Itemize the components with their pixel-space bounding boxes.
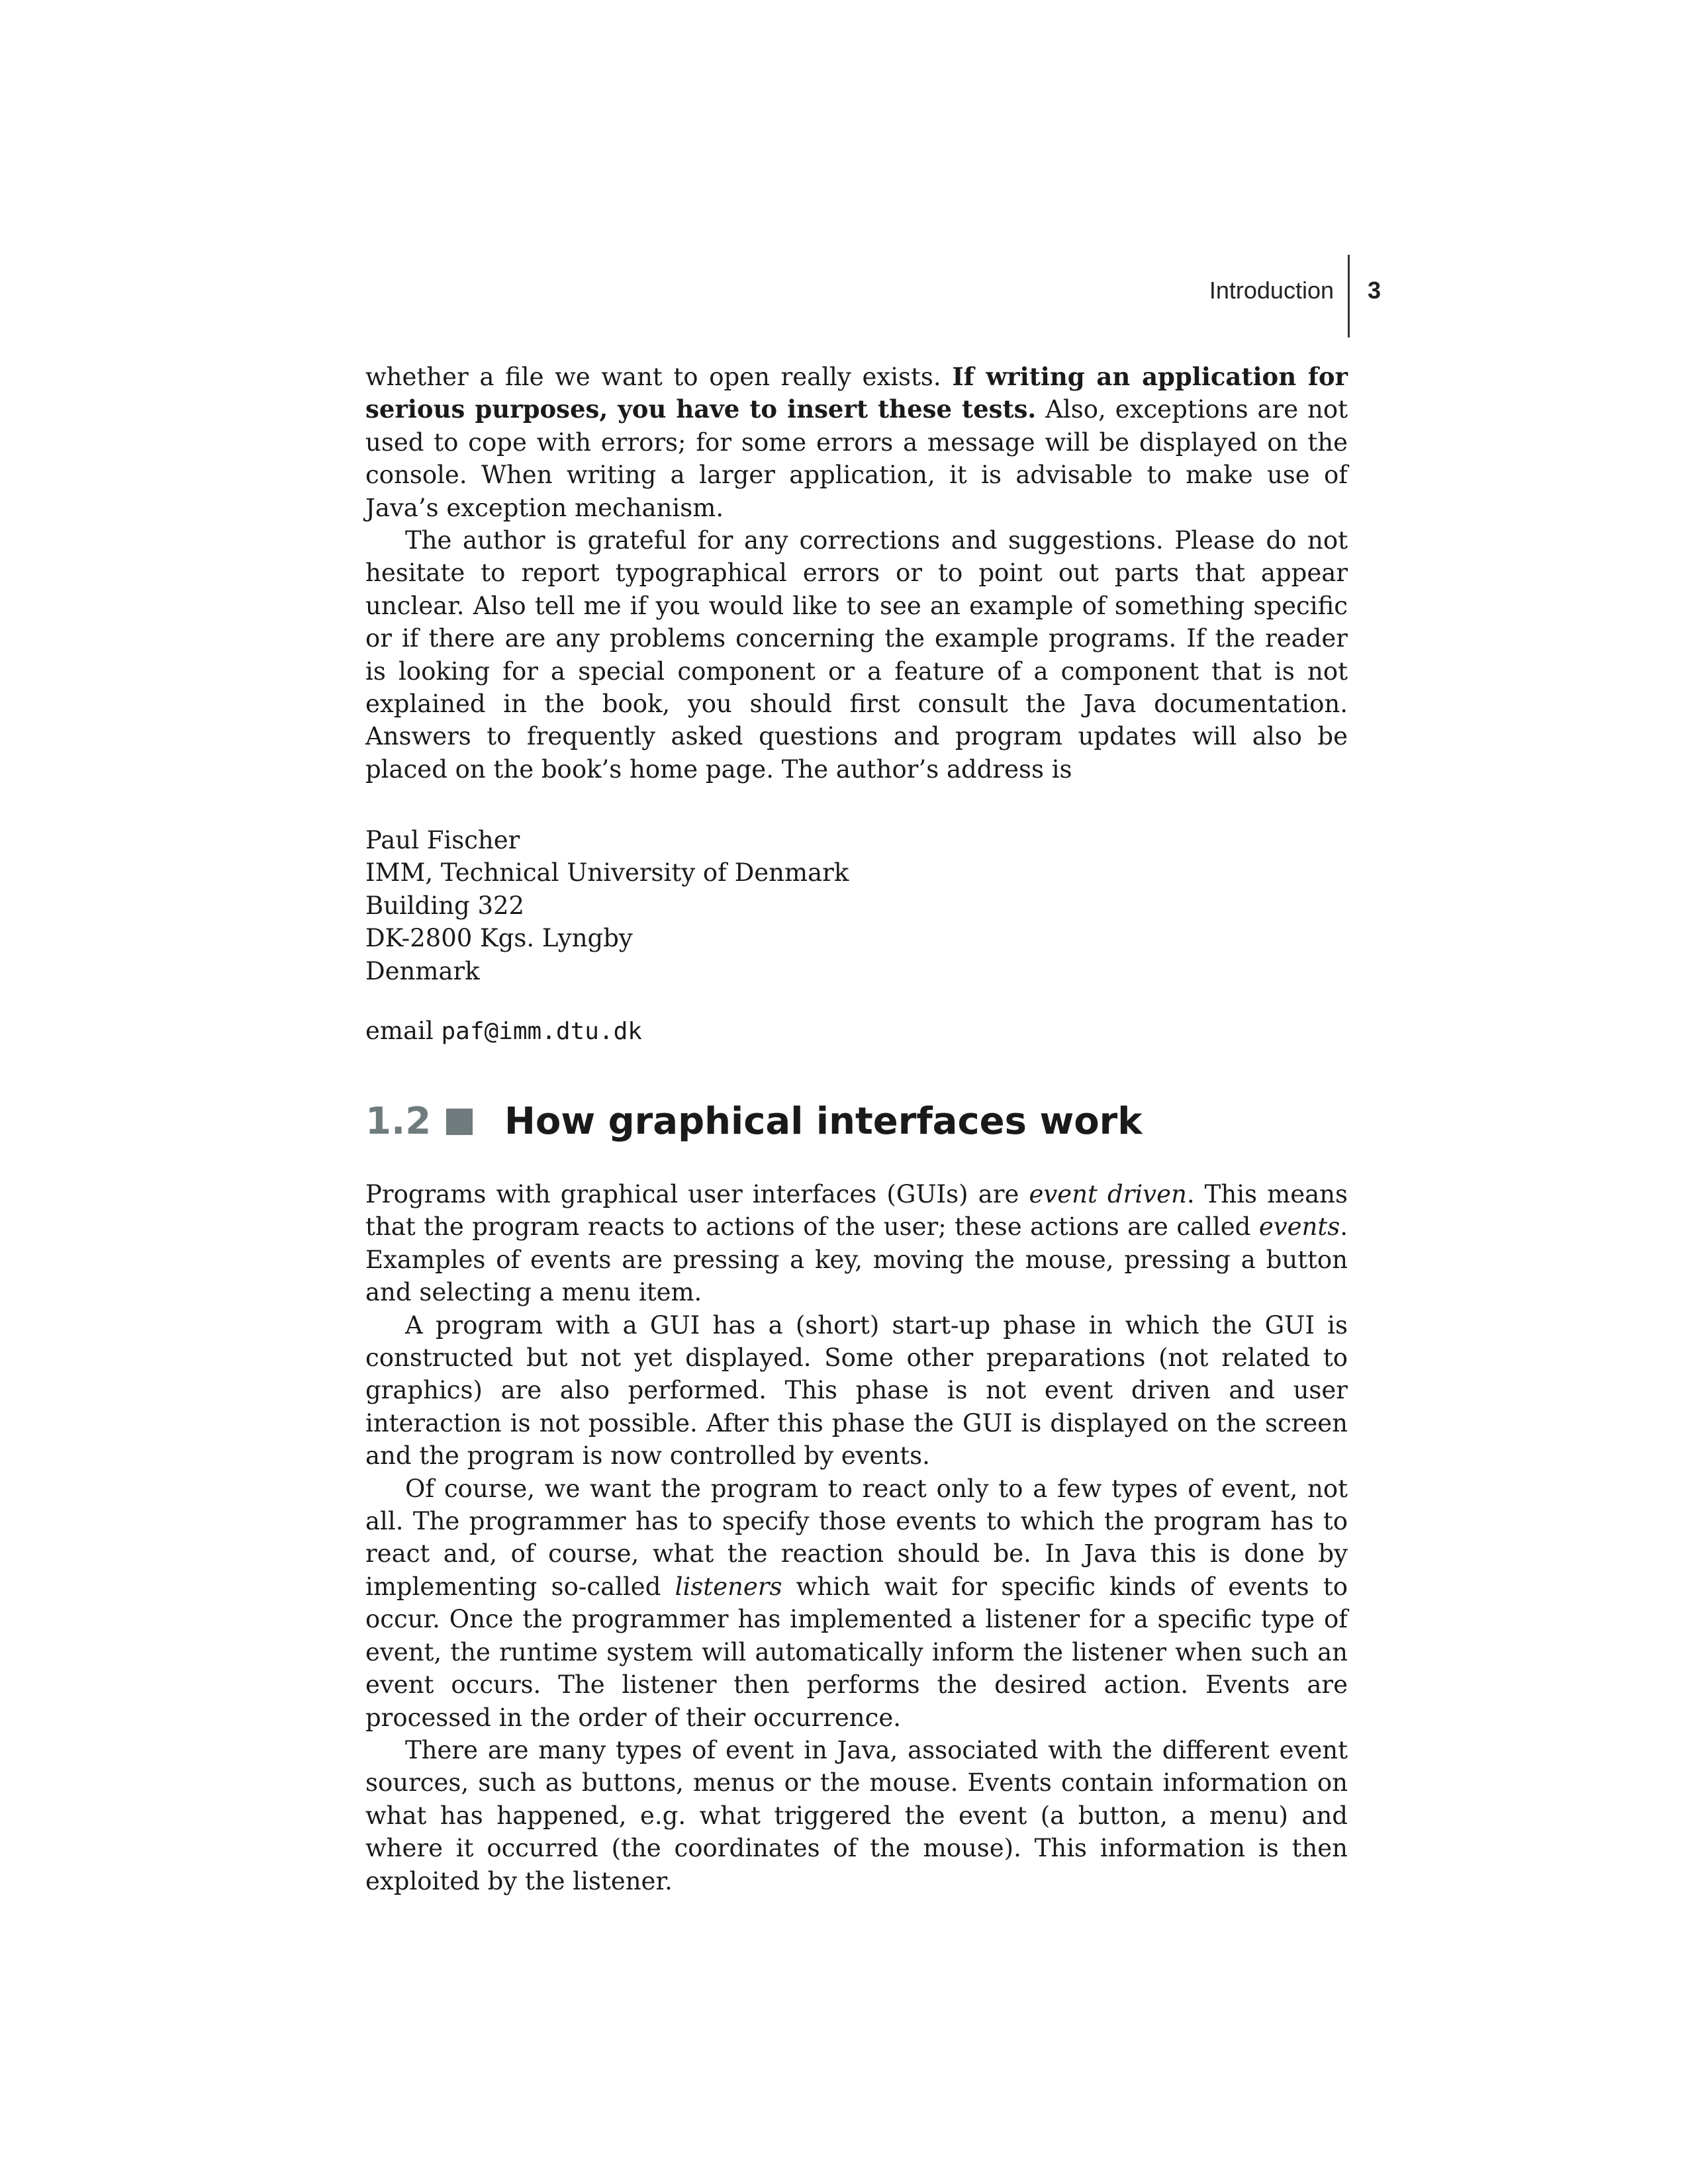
body-paragraph-4: There are many types of event in Java, associated with the different event sources, such as buttons, menus or the mouse. Events contain information on what has happened, e.g. what triggered the event (a button, a menu) and where it occurred (the coordinates of the mouse). This information is then exploited by the listener. <box>365 1735 1348 1895</box>
intro-block <box>365 361 1348 786</box>
email-line <box>365 1015 1348 1048</box>
section-number: 1.2 <box>365 1100 432 1143</box>
address-country: Denmark <box>365 956 480 985</box>
address-city: DK-2800 Kgs. Lyngby <box>365 924 633 953</box>
body-p3-text-a: Of course, we want the program to react only to a few types of event, not all. The programmer has to specify those events to which the program has to react and, of course, what the reaction should be. In Java this is done by implementing so-called <box>365 1474 1348 1601</box>
body-p1-term-events: events <box>1258 1212 1340 1242</box>
intro-p1-emphasis: If writing an application for serious purposes, you have to insert these tests. <box>365 362 1348 424</box>
body-p1-term-event-driven: event driven <box>1029 1180 1187 1208</box>
address-building: Building 322 <box>365 891 525 920</box>
section-marker-icon <box>446 1109 473 1135</box>
body-p1-text-a: Programs with graphical user interfaces (GUIs) are <box>365 1180 1029 1208</box>
address-name: Paul Fischer <box>365 826 520 854</box>
intro-paragraph-2: The author is grateful for any corrections and suggestions. Please do not hesitate to report typographical errors or to point out parts that appear unclear. Also tell me if you would like to see an example of something specific or if there are any problems concerning the example programs. If the reader is looking for a special component or a feature of a component that is not explained in the book, you should first consult the Java documentation. Answers to frequently asked questions and program updates will also be placed on the book’s home page. The author’s address is <box>365 526 1348 784</box>
body-paragraph-3 <box>365 1473 1348 1734</box>
running-title: Introduction <box>1209 277 1334 304</box>
body-p3-term-listeners: listeners <box>675 1572 782 1601</box>
page-number: 3 <box>1368 277 1382 304</box>
header-divider <box>1348 255 1350 338</box>
body-p3-text-b: which wait for specific kinds of events to occur. Once the programmer has implemented a listener for a specific type of event, the runtime system will automatically inform the listener when such an event occurs. The listener then performs the desired action. Events are processed in the order of their occurrence. <box>365 1572 1348 1732</box>
email-label: email <box>365 1017 434 1045</box>
email-address[interactable]: paf@imm.dtu.dk <box>441 1018 642 1045</box>
intro-paragraph-1 <box>365 361 1348 524</box>
section-body <box>365 1178 1348 1897</box>
body-paragraph-1 <box>365 1178 1348 1309</box>
author-address <box>365 824 1348 987</box>
running-head <box>0 255 1688 341</box>
intro-p1-text-a: whether a file we want to open really exists. <box>365 363 953 391</box>
intro-p1-text-b: Also, exceptions are not used to cope with errors; for some errors a message will be displayed on the console. When writing a larger application, it is advisable to make use of Java’s exception mechanism. <box>365 395 1348 522</box>
section-heading <box>365 1095 1358 1148</box>
body-paragraph-2: A program with a GUI has a (short) start-up phase in which the GUI is constructed but not yet displayed. Some other preparations (not related to graphics) are also performed. This phase is not event driven and user interaction is not possible. After this phase the GUI is displayed on the screen and the program is now controlled by events. <box>365 1310 1348 1471</box>
address-institution: IMM, Technical University of Denmark <box>365 858 849 887</box>
body-p1-text-b: . This means that the program reacts to actions of the user; these actions are called <box>365 1180 1348 1242</box>
body-p1-text-c: . Examples of events are pressing a key, moving the mouse, pressing a button and selecting a menu item. <box>365 1212 1348 1307</box>
section-title: How graphical interfaces work <box>504 1100 1143 1143</box>
